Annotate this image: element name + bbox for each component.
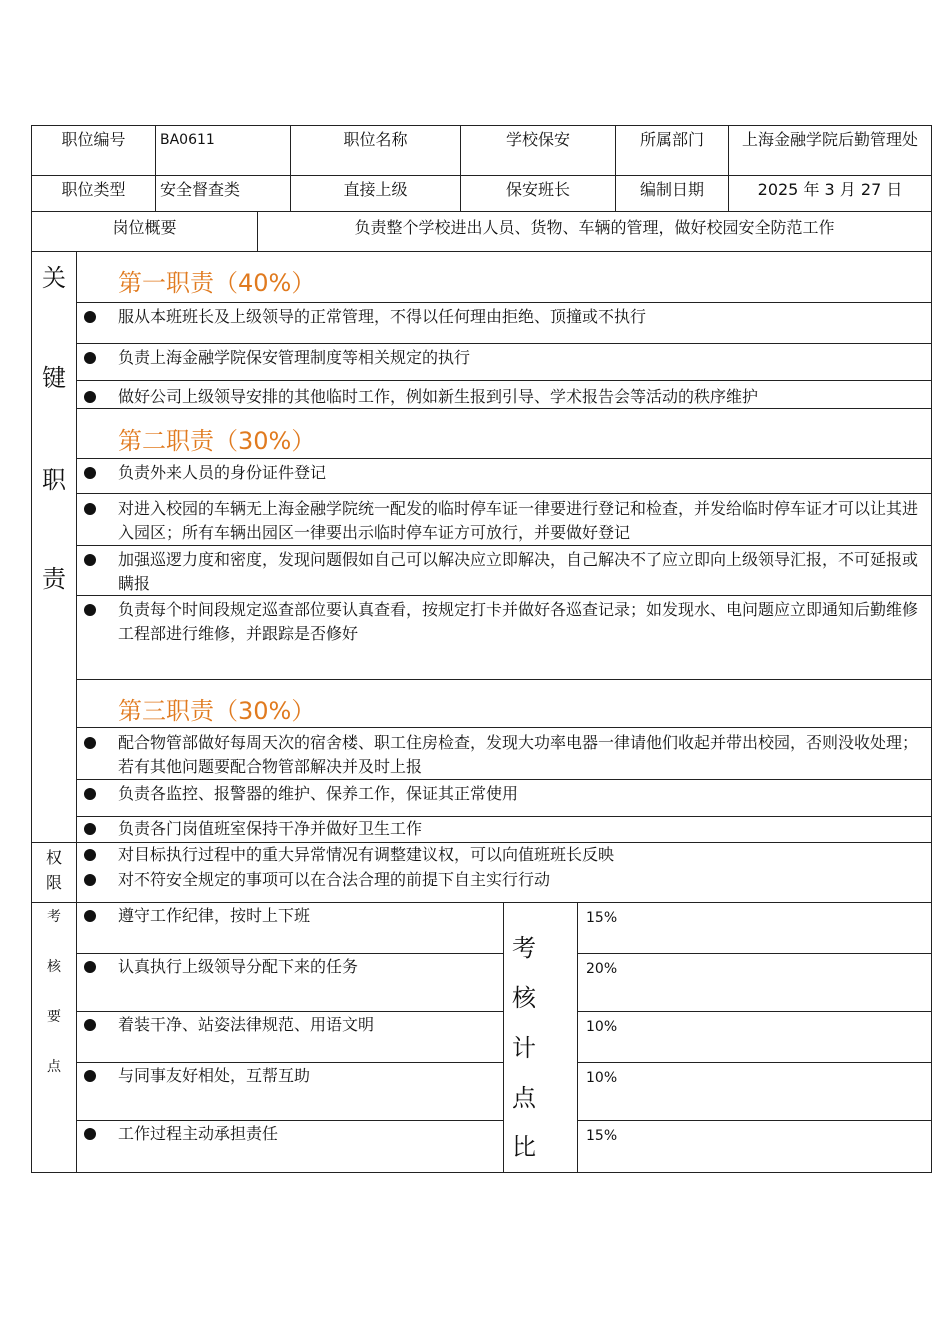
authority-text: 对目标执行过程中的重大异常情况有调整建议权，可以向值班班长反映 bbox=[118, 845, 615, 864]
key-duties-char: 职 bbox=[42, 466, 66, 494]
position-name-value: 学校保安 bbox=[460, 125, 616, 176]
bullet-icon bbox=[84, 311, 96, 323]
assessment-ratio-char: 比 bbox=[512, 1133, 536, 1161]
bullet-icon bbox=[84, 910, 96, 922]
assessment-char: 点 bbox=[47, 1059, 61, 1075]
assessment-percent: 15% bbox=[577, 1120, 932, 1173]
bullet-icon bbox=[84, 554, 96, 566]
bullet-icon bbox=[84, 503, 96, 515]
bullet-icon bbox=[84, 604, 96, 616]
summary-label: 岗位概要 bbox=[31, 211, 258, 252]
department-label: 所属部门 bbox=[615, 125, 729, 176]
key-duties-char: 责 bbox=[42, 565, 66, 593]
assessment-ratio-char: 考 bbox=[512, 934, 536, 962]
position-type-value: 安全督查类 bbox=[155, 175, 291, 212]
position-code-label: 职位编号 bbox=[31, 125, 156, 176]
bullet-icon bbox=[84, 467, 96, 479]
bullet-icon bbox=[84, 961, 96, 973]
assessment-percent: 10% bbox=[577, 1062, 932, 1121]
superior-value: 保安班长 bbox=[460, 175, 616, 212]
assessment-ratio-char: 计 bbox=[512, 1034, 536, 1062]
duty-text: 配合物管部做好每周天次的宿舍楼、职工住房检查，发现大功率电器一律请他们收起并带出校园，否则没收处理；若有其他问题要配合物管部解决并及时上报 bbox=[118, 733, 919, 776]
authority-char: 限 bbox=[45, 873, 62, 892]
bullet-icon bbox=[84, 823, 96, 835]
assessment-side-cell bbox=[31, 902, 77, 1173]
duty-text: 负责外来人员的身份证件登记 bbox=[118, 463, 327, 482]
assessment-text: 与同事友好相处，互帮互助 bbox=[118, 1066, 311, 1085]
duty-text: 负责上海金融学院保安管理制度等相关规定的执行 bbox=[118, 348, 471, 367]
date-label: 编制日期 bbox=[615, 175, 729, 212]
position-name-label: 职位名称 bbox=[290, 125, 461, 176]
bullet-icon bbox=[84, 391, 96, 403]
second-duty-heading: 第二职责（30%） bbox=[118, 427, 316, 455]
key-duties-side-cell bbox=[31, 251, 77, 843]
bullet-icon bbox=[84, 1019, 96, 1031]
third-duty-heading: 第三职责（30%） bbox=[118, 697, 316, 725]
assessment-percent: 20% bbox=[577, 953, 932, 1012]
assessment-ratio-char: 核 bbox=[512, 984, 536, 1012]
position-code-value: BA0611 bbox=[155, 125, 291, 176]
duty-text: 服从本班班长及上级领导的正常管理，不得以任何理由拒绝、顶撞或不执行 bbox=[118, 307, 647, 326]
duty-text: 加强巡逻力度和密度，发现问题假如自己可以解决应立即解决，自己解决不了应立即向上级领导汇报，不可延报或瞒报 bbox=[118, 550, 919, 593]
bullet-icon bbox=[84, 788, 96, 800]
assessment-ratio-char: 点 bbox=[512, 1084, 536, 1112]
key-duties-char: 键 bbox=[42, 364, 66, 392]
assessment-text: 工作过程主动承担责任 bbox=[118, 1124, 279, 1143]
duty-text: 对进入校园的车辆无上海金融学院统一配发的临时停车证一律要进行登记和检查，并发给临时停车证才可以让其进入园区；所有车辆出园区一律要出示临时停车证方可放行，并要做好登记 bbox=[118, 499, 919, 542]
date-value: 2025 年 3 月 27 日 bbox=[728, 175, 932, 212]
position-type-label: 职位类型 bbox=[31, 175, 156, 212]
duty-text: 负责各监控、报警器的维护、保养工作，保证其正常使用 bbox=[118, 784, 519, 803]
bullet-icon bbox=[84, 874, 96, 886]
assessment-percent: 15% bbox=[577, 902, 932, 954]
first-duty-heading: 第一职责（40%） bbox=[118, 269, 316, 297]
bullet-icon bbox=[84, 352, 96, 364]
summary-value: 负责整个学校进出人员、货物、车辆的管理，做好校园安全防范工作 bbox=[257, 211, 932, 252]
assessment-text: 着装干净、站姿法律规范、用语文明 bbox=[118, 1015, 375, 1034]
key-duties-char: 关 bbox=[42, 264, 66, 292]
duty-text: 负责各门岗值班室保持干净并做好卫生工作 bbox=[118, 819, 423, 838]
assessment-char: 核 bbox=[47, 959, 61, 975]
bullet-icon bbox=[84, 737, 96, 749]
bullet-icon bbox=[84, 1128, 96, 1140]
duty-text: 负责每个时间段规定巡查部位要认真查看，按规定打卡并做好各巡查记录；如发现水、电问题应立即通知后勤维修工程部进行维修，并跟踪是否修好 bbox=[118, 600, 919, 643]
authority-char: 权 bbox=[45, 848, 62, 867]
assessment-char: 要 bbox=[47, 1009, 61, 1025]
bullet-icon bbox=[84, 849, 96, 861]
bullet-icon bbox=[84, 1070, 96, 1082]
assessment-text: 认真执行上级领导分配下来的任务 bbox=[118, 957, 359, 976]
assessment-text: 遵守工作纪律，按时上下班 bbox=[118, 906, 311, 925]
assessment-char: 考 bbox=[47, 909, 61, 925]
superior-label: 直接上级 bbox=[290, 175, 461, 212]
authority-text: 对不符安全规定的事项可以在合法合理的前提下自主实行行动 bbox=[118, 870, 551, 889]
assessment-percent: 10% bbox=[577, 1011, 932, 1063]
duty-text: 做好公司上级领导安排的其他临时工作，例如新生报到引导、学术报告会等活动的秩序维护 bbox=[118, 387, 759, 406]
department-value: 上海金融学院后勤管理处 bbox=[728, 125, 932, 176]
